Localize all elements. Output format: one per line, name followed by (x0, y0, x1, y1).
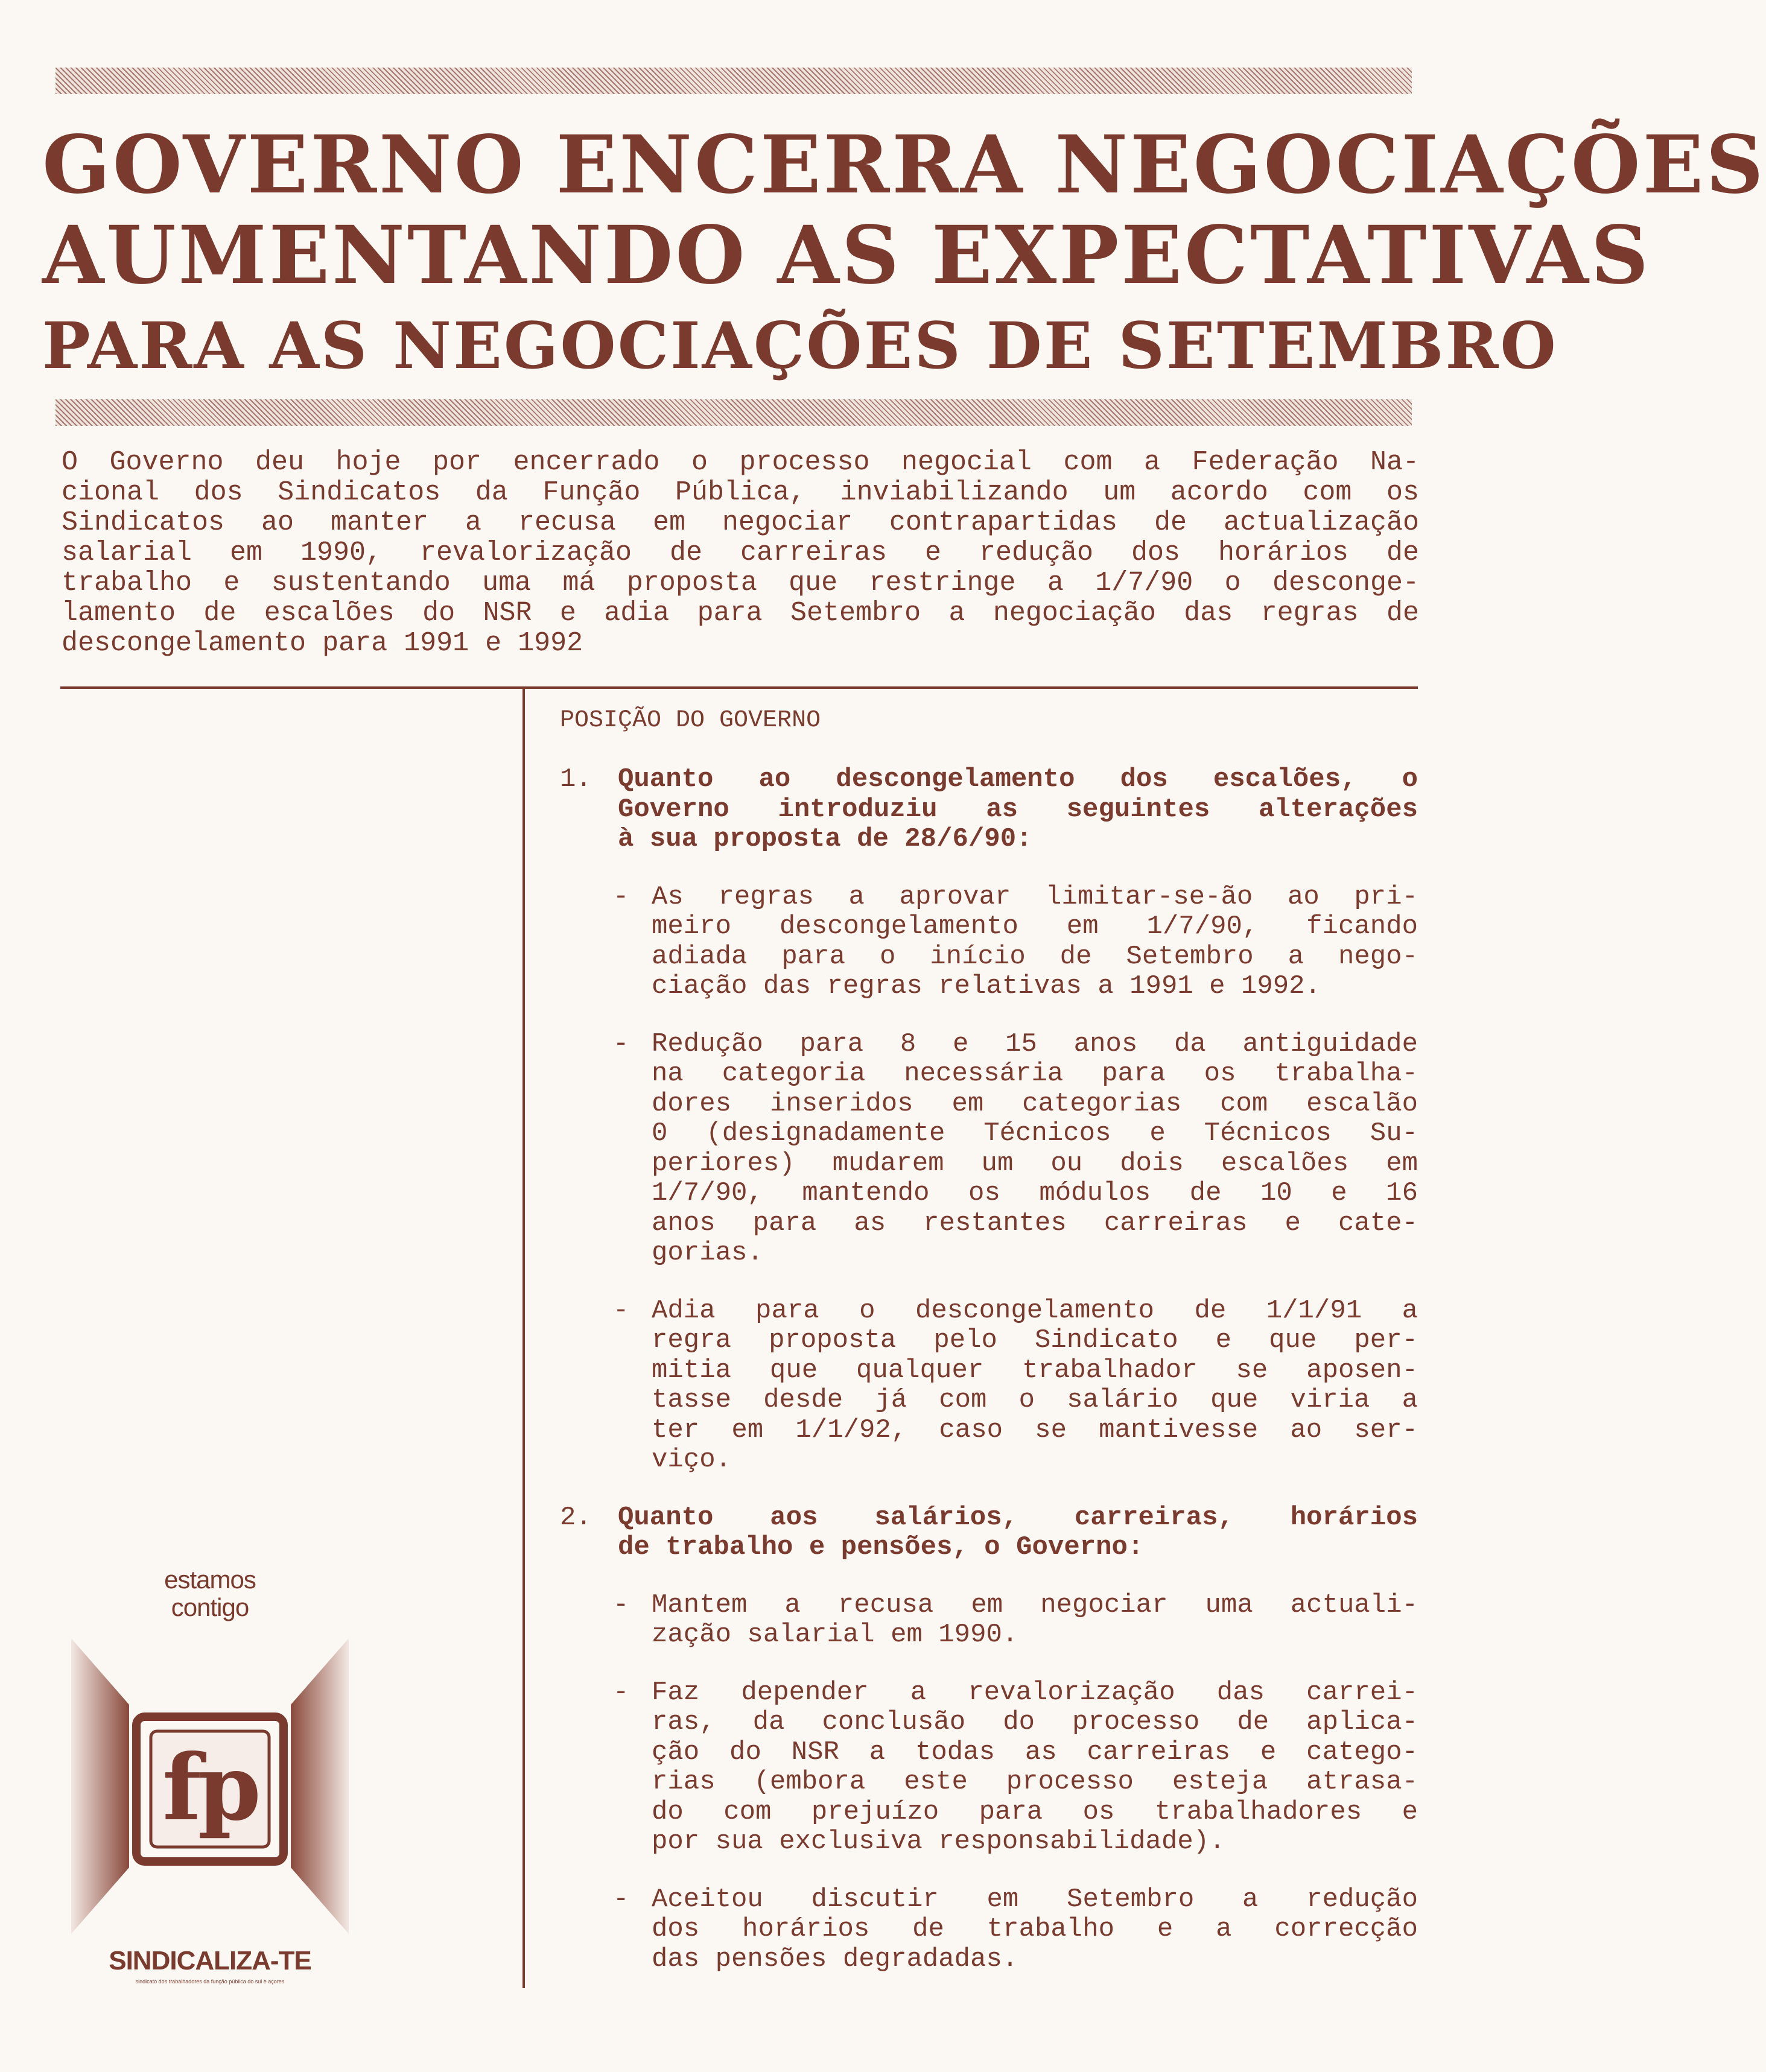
item-text (652, 1591, 1418, 1650)
dash-subitem (554, 1030, 1418, 1269)
dash-subitem (554, 1591, 1418, 1650)
item-text (652, 1030, 1418, 1269)
dash-subitem (554, 882, 1418, 1002)
text-line: Redução para 8 e 15 anos da antiguidade (652, 1028, 1418, 1059)
text-line: Faz depender a revalorização das carrei- (652, 1677, 1418, 1708)
lead-line: O Governo deu hoje por encerrado o processo negocial com a Federação Na- (62, 447, 1419, 478)
item-text (652, 1678, 1418, 1857)
point-number: 1. (560, 764, 592, 794)
lead-line: descongelamento para 1991 e 1992 (62, 628, 583, 659)
points-list (554, 765, 1418, 1974)
dash-marker: - (613, 881, 629, 912)
text-line: Quanto ao descongelamento dos escalões, o (618, 764, 1418, 794)
item-text (652, 1296, 1418, 1475)
logo-tagline-1: estamos (164, 1565, 256, 1594)
text-line: 0 (designadamente Técnicos e Técnicos Su- (652, 1118, 1418, 1148)
headline-line-1: GOVERNO ENCERRA NEGOCIAÇÕES (42, 118, 1766, 212)
text-line: meiro descongelamento em 1/7/90, ficando (652, 911, 1418, 942)
lead-line: lamento de escalões do NSR e adia para Setembro a negociação das regras de (62, 598, 1419, 629)
middle-hatched-band (56, 399, 1412, 426)
numbered-point (554, 765, 1418, 855)
text-line: As regras a aprovar limitar-se-ão ao pri- (652, 881, 1418, 912)
text-line: dos horários de trabalho e a correcção (652, 1914, 1418, 1944)
text-line: na categoria necessária para os trabalha- (652, 1059, 1418, 1089)
logo-mark: fp (162, 1735, 258, 1841)
dash-marker: - (613, 1589, 629, 1620)
text-line: anos para as restantes carreiras e cate- (652, 1208, 1418, 1238)
dash-marker: - (613, 1884, 629, 1915)
top-hatched-band (56, 68, 1412, 94)
text-line: Quanto aos salários, carreiras, horários (618, 1502, 1418, 1533)
item-text (618, 765, 1418, 855)
text-line: por sua exclusiva responsabilidade). (652, 1826, 1225, 1857)
text-line: do com prejuízo para os trabalhadores e (652, 1796, 1418, 1827)
item-text (652, 1885, 1418, 1975)
text-line: das pensões degradadas. (652, 1944, 1018, 1974)
text-line: mitia que qualquer trabalhador se aposen- (652, 1355, 1418, 1386)
logo-left-wing (71, 1638, 129, 1934)
text-line: ção do NSR a todas as carreiras e catego- (652, 1737, 1418, 1767)
logo-tagline (71, 1566, 349, 1621)
logo-name: SINDICALIZA-TE (109, 1946, 311, 1975)
section-title: POSIÇÃO DO GOVERNO (560, 707, 821, 734)
logo-tagline-2: contigo (171, 1593, 249, 1621)
text-line: zação salarial em 1990. (652, 1620, 1018, 1650)
text-line: rias (embora este processo esteja atrasa- (652, 1767, 1418, 1797)
lead-line: cional dos Sindicatos da Função Pública, inviabilizando um acordo com os (62, 477, 1419, 508)
text-line: tasse desde já com o salário que viria a (652, 1385, 1418, 1415)
numbered-point (554, 1503, 1418, 1563)
text-line: ciação das regras relativas a 1991 e 1992. (652, 971, 1321, 1001)
dash-subitem (554, 1678, 1418, 1857)
dash-subitem (554, 1296, 1418, 1475)
subheadline: PARA AS NEGOCIAÇÕES DE SETEMBRO (42, 308, 1558, 383)
text-line: à sua proposta de 28/6/90: (618, 824, 1032, 854)
text-line: de trabalho e pensões, o Governo: (618, 1532, 1144, 1562)
text-line: adiada para o início de Setembro a nego- (652, 941, 1418, 972)
point-number: 2. (560, 1502, 592, 1533)
text-line: Adia para o descongelamento de 1/1/91 a (652, 1295, 1418, 1326)
sindicaliza-te-logo (71, 1566, 349, 1988)
text-line: Governo introduziu as seguintes alterações (618, 794, 1418, 825)
logo-subtitle: sindicato dos trabalhadores da função pública do sul e açores (135, 1979, 285, 1985)
text-line: dores inseridos em categorias com escalão (652, 1088, 1418, 1119)
government-position-column (554, 706, 1418, 2002)
text-line: periores) mudarem um ou dois escalões em (652, 1148, 1418, 1179)
item-text (618, 1503, 1418, 1563)
text-line: viço. (652, 1445, 732, 1475)
text-line: ras, da conclusão do processo de aplica- (652, 1707, 1418, 1737)
dash-marker: - (613, 1677, 629, 1708)
logo-right-wing (291, 1638, 349, 1934)
lead-line: salarial em 1990, revalorização de carreiras e redução dos horários de (62, 537, 1419, 568)
dash-subitem (554, 1885, 1418, 1975)
text-line: Mantem a recusa em negociar uma actuali- (652, 1589, 1418, 1620)
horizontal-rule (60, 686, 1418, 689)
headline-line-2: AUMENTANDO AS EXPECTATIVAS (42, 209, 1651, 302)
dash-marker: - (613, 1028, 629, 1059)
item-text (652, 882, 1418, 1002)
text-line: gorias. (652, 1238, 763, 1268)
lead-paragraph (62, 448, 1419, 659)
text-line: 1/7/90, mantendo os módulos de 10 e 16 (652, 1178, 1418, 1208)
vertical-rule (522, 686, 525, 1988)
lead-line: Sindicatos ao manter a recusa em negociar contrapartidas de actualização (62, 507, 1419, 538)
dash-marker: - (613, 1295, 629, 1326)
text-line: regra proposta pelo Sindicato e que per- (652, 1325, 1418, 1355)
text-line: Aceitou discutir em Setembro a redução (652, 1884, 1418, 1915)
lead-line: trabalho e sustentando uma má proposta que restringe a 1/7/90 o desconge- (62, 568, 1419, 598)
text-line: ter em 1/1/92, caso se mantivesse ao ser- (652, 1415, 1418, 1445)
